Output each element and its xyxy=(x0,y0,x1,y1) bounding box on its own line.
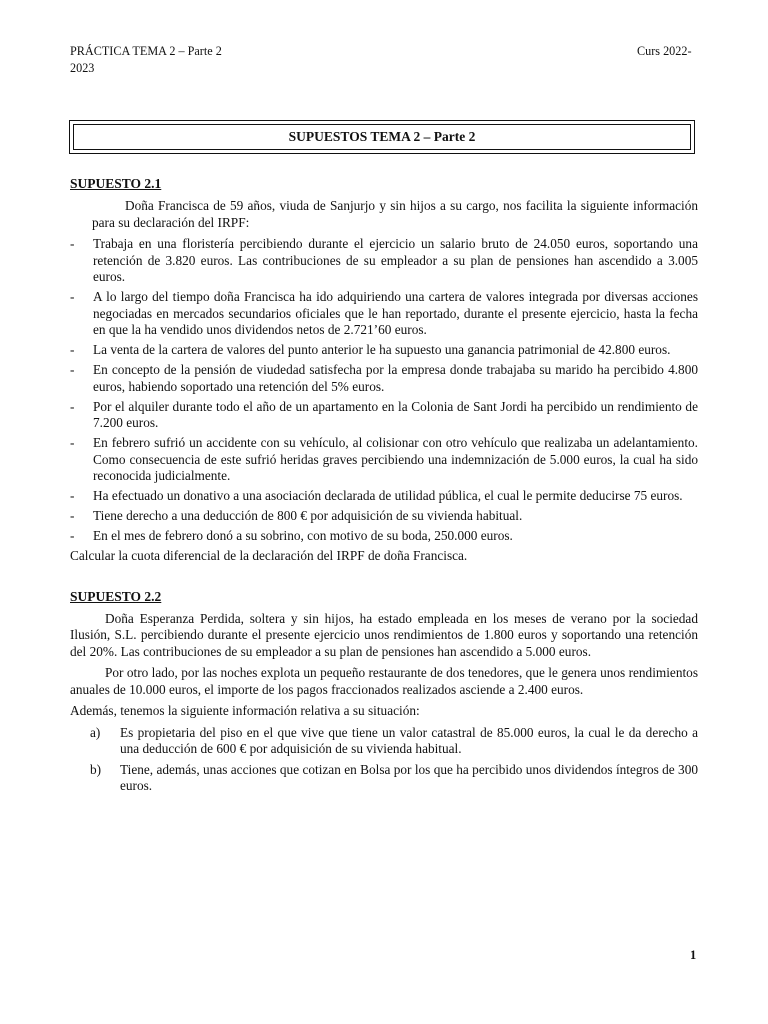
list-item: - En concepto de la pensión de viudedad satisfecha por la empresa donde trabajaba su marido ha percibido 4.800 euros, habiendo soportado una retención del 5% euros. xyxy=(70,362,698,394)
list-item: - Tiene derecho a una deducción de 800 € por adquisición de su vivienda habitual. xyxy=(70,508,523,523)
bullet-dash: - xyxy=(70,289,75,304)
document-body xyxy=(70,175,698,799)
bullet-dash: - xyxy=(70,488,75,503)
section-2-1-closing: Calcular la cuota diferencial de la declaración del IRPF de doña Francisca. xyxy=(70,548,468,563)
bullet-dash: - xyxy=(70,342,75,357)
section-2-2-lettered-list xyxy=(70,725,698,795)
section-2-1-intro: Doña Francisca de 59 años, viuda de Sanjurjo y sin hijos a su cargo, nos facilita la siguiente información para su declaración del IRPF: xyxy=(92,198,698,230)
list-item: - A lo largo del tiempo doña Francisca ha ido adquiriendo una cartera de valores integrada por diversas acciones negociadas en mercados secundarios oficiales que le han reportado, durante el presente ejercicio, hasta la fecha en que la ha vendido unos dividendos netos de 2.721’60 euros. xyxy=(70,289,698,337)
list-item: - Trabaja en una floristería percibiendo durante el ejercicio un salario bruto de 24.050 euros, soportando una retención de 3.820 euros. Las contribuciones de su empleador a su plan de pensiones han ascendido a 3.005 euros. xyxy=(70,236,698,284)
page-title: SUPUESTOS TEMA 2 – Parte 2 xyxy=(73,124,691,150)
list-item: - Ha efectuado un donativo a una asociación declarada de utilidad pública, el cual le permite deducirse 75 euros. xyxy=(70,488,683,503)
page-number: 1 xyxy=(690,948,697,962)
section-heading-2-2: SUPUESTO 2.2 xyxy=(70,588,162,604)
section-2-1-bullet-list xyxy=(70,236,698,545)
bullet-dash: - xyxy=(70,435,75,450)
title-box xyxy=(69,120,695,154)
list-item: a) Es propietaria del piso en el que vive que tiene un valor catastral de 85.000 euros, la cual le da derecho a una deducción de 600 € por adquisición de su vivienda habitual. xyxy=(90,724,698,756)
header-year-continuation: 2023 xyxy=(70,61,95,75)
list-item: - En febrero sufrió un accidente con su vehículo, al colisionar con otro vehículo que realizaba un adelantamiento. Como consecuencia de este sufrió heridas graves percibiendo una indemnización de 5.000 euros, la cual ha sido reconocida judicialmente. xyxy=(70,435,698,483)
list-item: - Por el alquiler durante todo el año de un apartamento en la Colonia de Sant Jordi ha percibido un rendimiento de 7.200 euros. xyxy=(70,398,698,430)
list-item: b) Tiene, además, unas acciones que cotizan en Bolsa por los que ha percibido unos dividendos íntegros de 300 euros. xyxy=(90,761,698,793)
bullet-dash: - xyxy=(70,362,75,377)
header-course-title: PRÁCTICA TEMA 2 – Parte 2 xyxy=(70,44,222,58)
section-2-2-paragraph-3: Además, tenemos la siguiente información relativa a su situación: xyxy=(70,703,420,718)
bullet-dash: - xyxy=(70,236,75,251)
list-marker: a) xyxy=(90,724,101,740)
bullet-dash: - xyxy=(70,398,75,414)
header-course-year: Curs 2022- xyxy=(637,44,692,58)
section-2-2-paragraph-1: Doña Esperanza Perdida, soltera y sin hijos, ha estado empleada en los meses de verano por la sociedad Ilusión, S.L. percibiendo durante el presente ejercicio unos rendimientos de 1.800 euros y soportando una retención del 20%. Las contribuciones de su empleador a su plan de pensiones han ascendido a 5.000 euros. xyxy=(70,610,698,659)
bullet-dash: - xyxy=(70,528,75,543)
section-2-2-paragraph-2: Por otro lado, por las noches explota un pequeño restaurante de dos tenedores, que le genera unos rendimientos anuales de 10.000 euros, el importe de los pagos fraccionados realizados asciende a 2.400 euros. xyxy=(70,665,698,697)
header-left xyxy=(70,43,290,77)
list-marker: b) xyxy=(90,761,102,777)
section-heading-2-1: SUPUESTO 2.1 xyxy=(70,176,162,191)
list-item: - La venta de la cartera de valores del punto anterior le ha supuesto una ganancia patrimonial de 42.800 euros. xyxy=(70,342,671,357)
bullet-dash: - xyxy=(70,508,75,523)
list-item: - En el mes de febrero donó a su sobrino, con motivo de su boda, 250.000 euros. xyxy=(70,528,513,543)
